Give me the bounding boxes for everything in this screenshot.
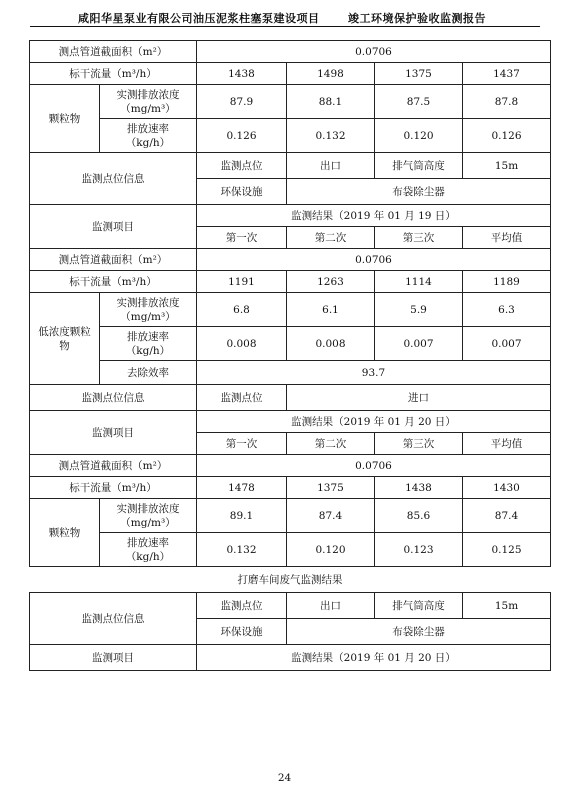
table-row: [30, 385, 551, 411]
flow-value: 1114: [375, 271, 463, 293]
column-header: 第三次: [375, 227, 463, 249]
item-label: 监测项目: [30, 411, 197, 455]
table-row: [30, 119, 551, 153]
flow-value: 1438: [375, 477, 463, 499]
flow-value: 1375: [287, 477, 375, 499]
item-label: 监测项目: [30, 645, 197, 671]
table-row: [30, 249, 551, 271]
rate-value: 0.123: [375, 533, 463, 567]
pollutant-label: 颗粒物: [30, 499, 100, 567]
stack-height-label: 排气筒高度: [375, 153, 463, 179]
conc-label: 实测排放浓度 （mg/m³）: [100, 499, 197, 533]
flow-label: 标干流量（m³/h）: [30, 477, 197, 499]
conc-label: 实测排放浓度 （mg/m³）: [100, 293, 197, 327]
removal-value: 93.7: [197, 361, 551, 385]
conc-value: 87.4: [463, 499, 551, 533]
flow-value: 1438: [197, 63, 287, 85]
rate-value: 0.132: [287, 119, 375, 153]
column-header: 平均值: [463, 227, 551, 249]
table-row: [30, 567, 551, 593]
rate-label: 排放速率 （kg/h）: [100, 533, 197, 567]
stack-height-label: 排气筒高度: [375, 593, 463, 619]
equipment-label: 环保设施: [197, 179, 287, 205]
rate-label: 排放速率 （kg/h）: [100, 119, 197, 153]
cross-section-label: 测点管道截面积（m²）: [30, 455, 197, 477]
page-number: 24: [277, 772, 292, 784]
header-project-title: 咸阳华星泵业有限公司油压泥浆柱塞泵建设项目: [78, 12, 320, 25]
flow-value: 1437: [463, 63, 551, 85]
rate-value: 0.125: [463, 533, 551, 567]
flow-value: 1263: [287, 271, 375, 293]
conc-value: 87.4: [287, 499, 375, 533]
table-row: [30, 41, 551, 63]
result-title: 监测结果（2019 年 01 月 19 日）: [197, 205, 551, 227]
equipment-label: 环保设施: [197, 619, 287, 645]
table-row: [30, 361, 551, 385]
column-header: 第一次: [197, 227, 287, 249]
conc-value: 85.6: [375, 499, 463, 533]
flow-value: 1478: [197, 477, 287, 499]
conc-value: 6.1: [287, 293, 375, 327]
header-rule: [30, 26, 540, 27]
table-row: [30, 153, 551, 179]
rate-value: 0.008: [287, 327, 375, 361]
pollutant-label: 低浓度颗粒 物: [30, 293, 100, 385]
table-row: [30, 327, 551, 361]
removal-label: 去除效率: [100, 361, 197, 385]
page-header: [30, 6, 540, 26]
conc-value: 87.9: [197, 85, 287, 119]
rate-value: 0.008: [197, 327, 287, 361]
result-title: 监测结果（2019 年 01 月 20 日）: [197, 411, 551, 433]
pollutant-label: 颗粒物: [30, 85, 100, 153]
point-info-label: 监测点位信息: [30, 385, 197, 411]
point-label: 监测点位: [197, 385, 287, 411]
table-row: [30, 293, 551, 327]
table-row: [30, 271, 551, 293]
conc-value: 89.1: [197, 499, 287, 533]
rate-value: 0.126: [463, 119, 551, 153]
point-info-label: 监测点位信息: [30, 593, 197, 645]
table-row: [30, 593, 551, 619]
conc-value: 5.9: [375, 293, 463, 327]
column-header: 第三次: [375, 433, 463, 455]
rate-label: 排放速率 （kg/h）: [100, 327, 197, 361]
rate-value: 0.007: [463, 327, 551, 361]
rate-value: 0.120: [287, 533, 375, 567]
flow-label: 标干流量（m³/h）: [30, 271, 197, 293]
stack-height-value: 15m: [463, 153, 551, 179]
flow-value: 1375: [375, 63, 463, 85]
table-row: [30, 455, 551, 477]
table-row: [30, 499, 551, 533]
point-value: 出口: [287, 153, 375, 179]
cross-section-value: 0.0706: [197, 41, 551, 63]
point-label: 监测点位: [197, 153, 287, 179]
conc-value: 6.3: [463, 293, 551, 327]
column-header: 第二次: [287, 433, 375, 455]
cross-section-label: 测点管道截面积（m²）: [30, 41, 197, 63]
point-info-label: 监测点位信息: [30, 153, 197, 205]
flow-label: 标干流量（m³/h）: [30, 63, 197, 85]
equipment-value: 布袋除尘器: [287, 179, 551, 205]
point-label: 监测点位: [197, 593, 287, 619]
column-header: 第二次: [287, 227, 375, 249]
table-row: [30, 533, 551, 567]
equipment-value: 布袋除尘器: [287, 619, 551, 645]
table-row: [30, 205, 551, 227]
table-row: [30, 477, 551, 499]
rate-value: 0.132: [197, 533, 287, 567]
point-value: 进口: [287, 385, 551, 411]
table-row: [30, 85, 551, 119]
conc-value: 87.5: [375, 85, 463, 119]
section-title: 打磨车间废气监测结果: [30, 567, 551, 593]
item-label: 监测项目: [30, 205, 197, 249]
result-title: 监测结果（2019 年 01 月 20 日）: [197, 645, 551, 671]
stack-height-value: 15m: [463, 593, 551, 619]
rate-value: 0.126: [197, 119, 287, 153]
monitoring-table: [29, 40, 551, 671]
table-row: [30, 411, 551, 433]
flow-value: 1191: [197, 271, 287, 293]
table-row: [30, 645, 551, 671]
flow-value: 1189: [463, 271, 551, 293]
column-header: 平均值: [463, 433, 551, 455]
cross-section-label: 测点管道截面积（m²）: [30, 249, 197, 271]
conc-value: 87.8: [463, 85, 551, 119]
cross-section-value: 0.0706: [197, 249, 551, 271]
cross-section-value: 0.0706: [197, 455, 551, 477]
point-value: 出口: [287, 593, 375, 619]
header-report-title: 竣工环境保护验收监测报告: [348, 12, 486, 25]
flow-value: 1430: [463, 477, 551, 499]
conc-value: 6.8: [197, 293, 287, 327]
flow-value: 1498: [287, 63, 375, 85]
rate-value: 0.120: [375, 119, 463, 153]
conc-value: 88.1: [287, 85, 375, 119]
conc-label: 实测排放浓度 （mg/m³）: [100, 85, 197, 119]
table-row: [30, 63, 551, 85]
column-header: 第一次: [197, 433, 287, 455]
rate-value: 0.007: [375, 327, 463, 361]
